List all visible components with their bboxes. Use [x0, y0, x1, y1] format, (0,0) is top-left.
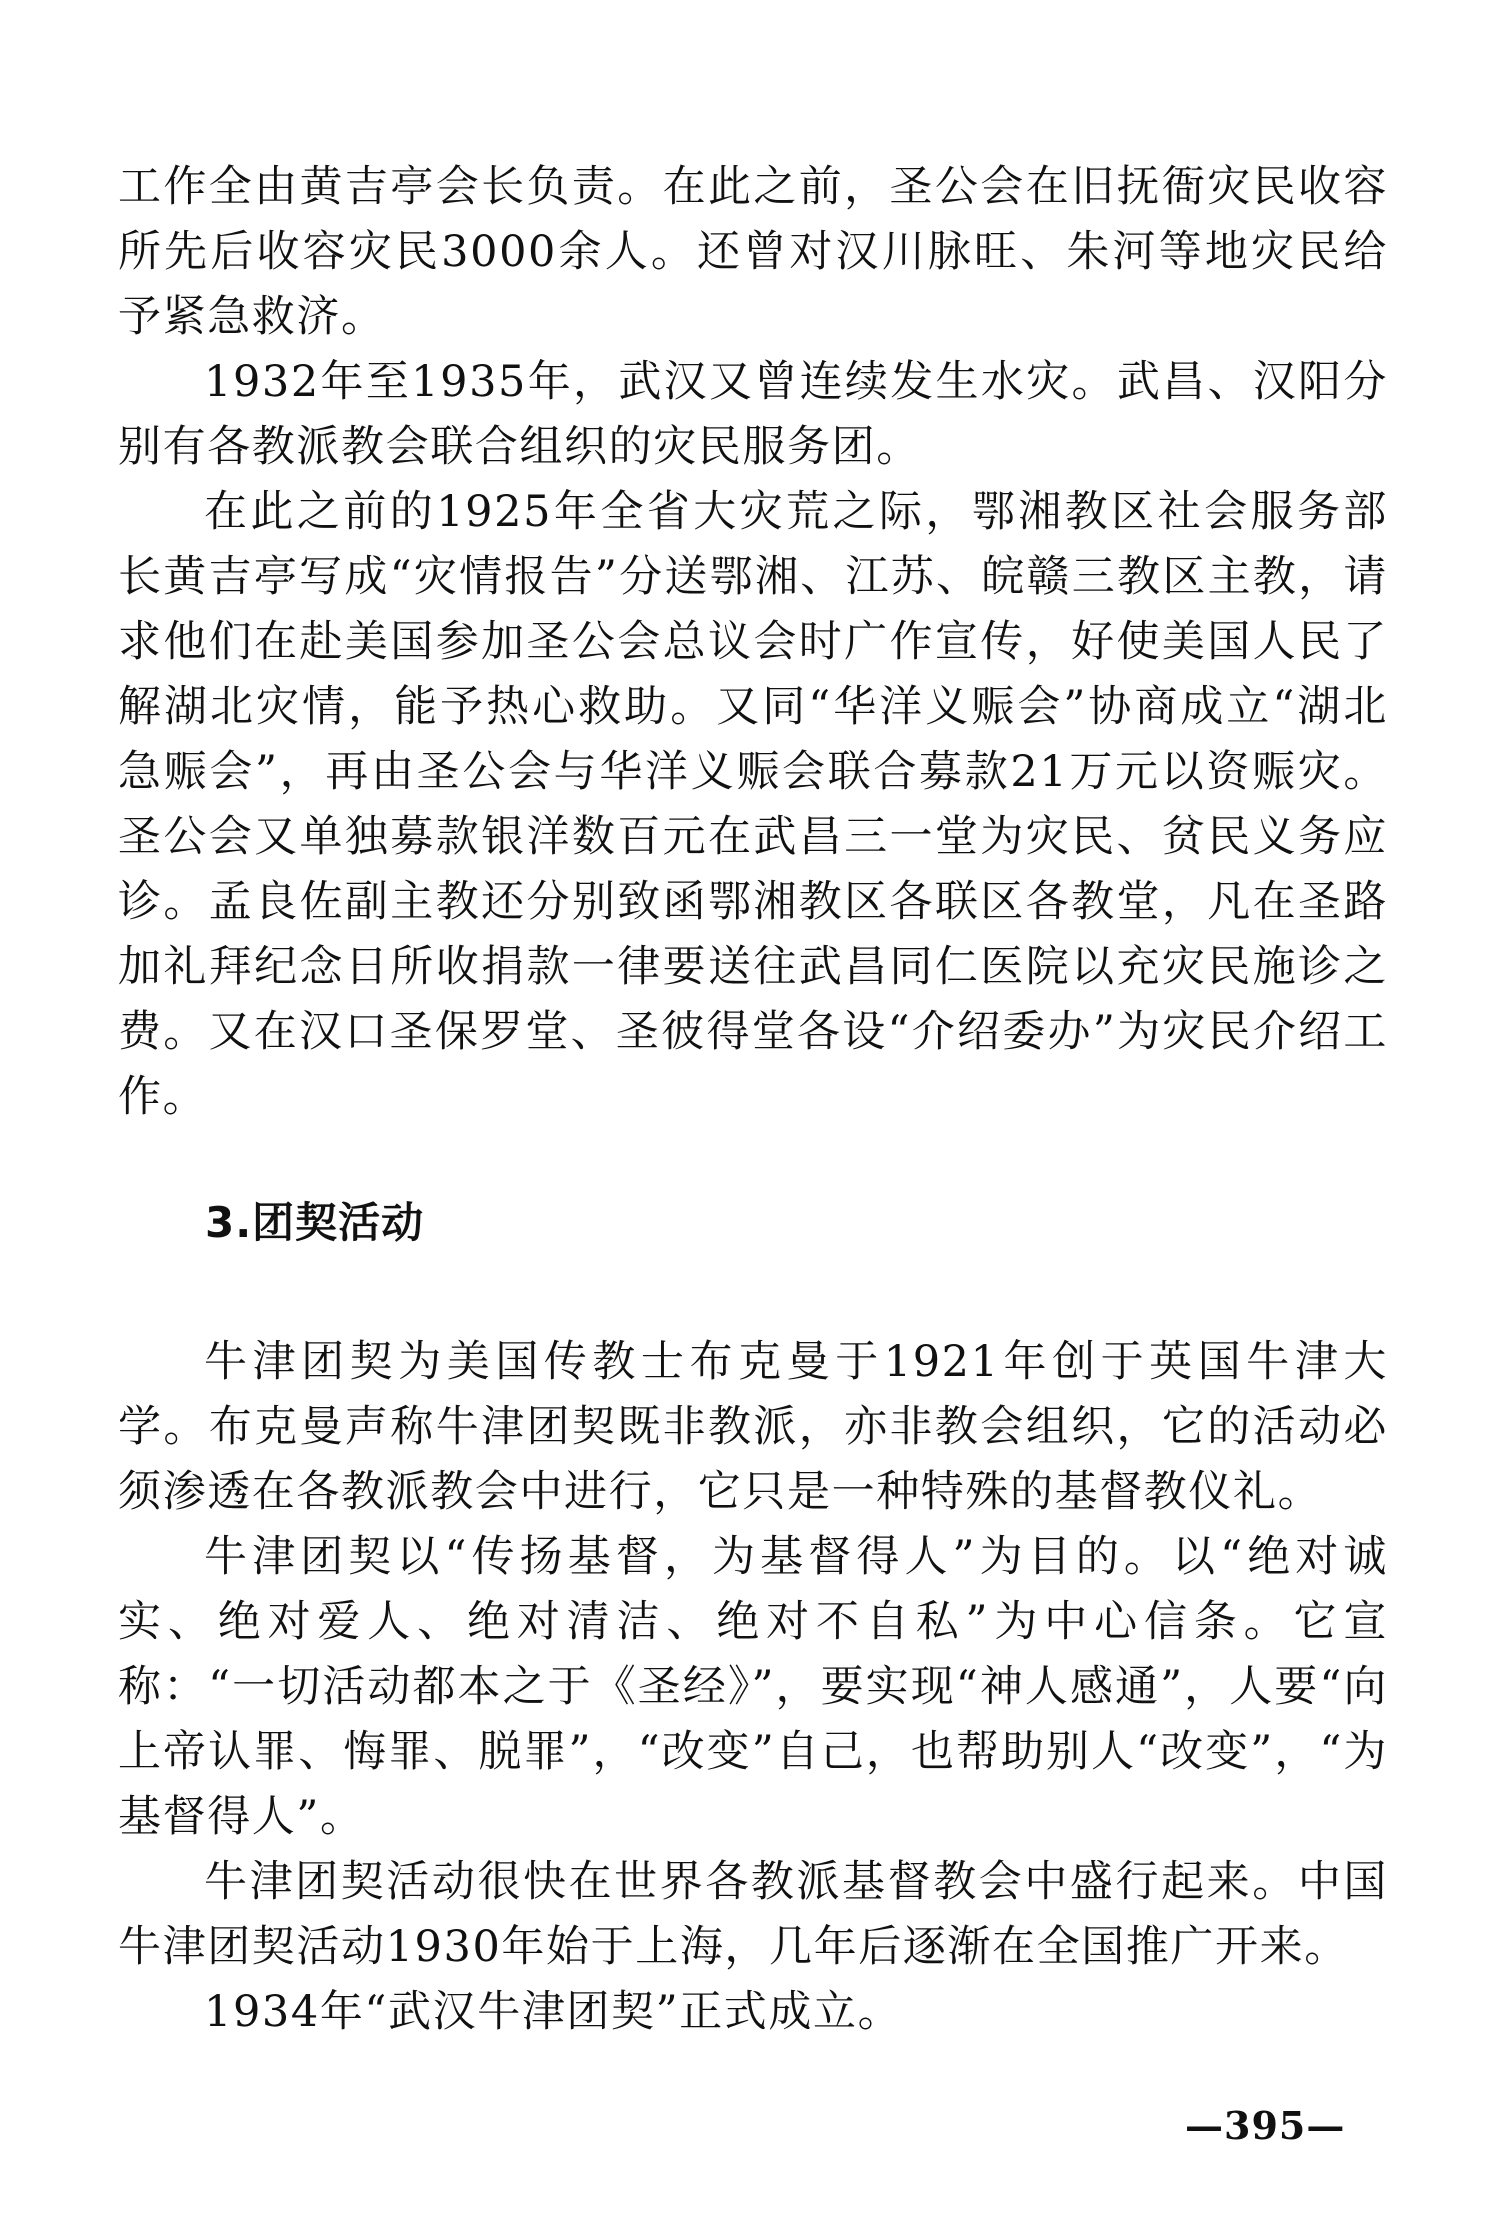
paragraph-oxford-spread: 牛津团契活动很快在世界各教派基督教会中盛行起来。中国牛津团契活动1930年始于上海，几年后逐渐在全国推广开来。: [118, 1857, 1388, 1972]
paragraph-flood-1932: 1932年至1935年，武汉又曾连续发生水灾。武昌、汉阳分别有各教派教会联合组织的灾民服务团。: [118, 357, 1388, 472]
paragraph-oxford-origin: 牛津团契为美国传教士布克曼于1921年创于英国牛津大学。布克曼声称牛津团契既非教派，亦非教会组织，它的活动必须渗透在各教派教会中进行，它只是一种特殊的基督教仪礼。: [118, 1337, 1388, 1517]
paragraph-oxford-creed: 牛津团契以“传扬基督，为基督得人”为目的。以“绝对诚实、绝对爱人、绝对清洁、绝对不自私”为中心信条。它宣称：“一切活动都本之于《圣经》”，要实现“神人感通”，人要“向上帝认罪、悔罪、脱罪”，“改变”自己，也帮助别人“改变”，“为基督得人”。: [118, 1532, 1388, 1842]
section-heading: 3.团契活动: [205, 1198, 425, 1247]
paragraph-wuhan-1934: 1934年“武汉牛津团契”正式成立。: [204, 1987, 903, 2037]
paragraph-continued: 工作全由黄吉亭会长负责。在此之前，圣公会在旧抚衙灾民收容所先后收容灾民3000余人。还曾对汉川脉旺、朱河等地灾民给予紧急救济。: [118, 162, 1388, 342]
paragraph-famine-1925: 在此之前的1925年全省大灾荒之际，鄂湘教区社会服务部长黄吉亭写成“灾情报告”分送鄂湘、江苏、皖赣三教区主教，请求他们在赴美国参加圣公会总议会时广作宣传，好使美国人民了解湖北灾情，能予热心救助。又同“华洋义赈会”协商成立“湖北急赈会”，再由圣公会与华洋义赈会联合募款21万元以资赈灾。圣公会又单独募款银洋数百元在武昌三一堂为灾民、贫民义务应诊。孟良佐副主教还分别致函鄂湘教区各联区各教堂，凡在圣路加礼拜纪念日所收捐款一律要送往武昌同仁医院以充灾民施诊之费。又在汉口圣保罗堂、圣彼得堂各设“介绍委办”为灾民介绍工作。: [118, 487, 1388, 1122]
body-text-upper: [118, 155, 1388, 1130]
page-number: —395—: [1185, 2103, 1346, 2148]
body-text-lower: [118, 1330, 1388, 2045]
